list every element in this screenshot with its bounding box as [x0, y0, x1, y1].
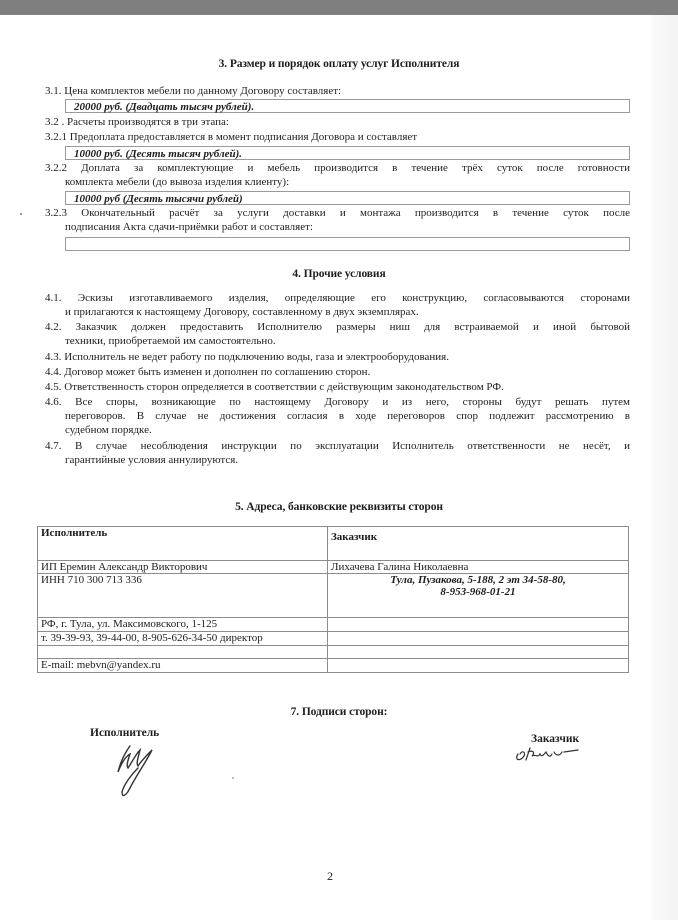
clause-3-2-1: 3.2.1 Предоплата предоставляется в момент подписания Договора и составляет [45, 131, 418, 143]
scan-speck [20, 213, 22, 215]
table-row [38, 561, 629, 574]
customer-signature-icon [512, 742, 582, 766]
executor-signature-label: Исполнитель [90, 727, 160, 739]
clause-3-2-3-line1: 3.2.3 Окончательный расчёт за услуги доставки и монтажа производится в течение суток после [45, 207, 630, 219]
scan-speck [232, 777, 234, 779]
executor-email: E-mail: mebvn@yandex.ru [38, 659, 328, 673]
section-4-title: 4. Прочие условия [292, 268, 386, 280]
clause-4-6-line1: 4.6. Все споры, возникающие по настоящему Договору и из него, стороны будут решать путем [45, 396, 630, 408]
customer-address-line2: 8-953-968-01-21 [440, 586, 516, 598]
clause-4-7-line1: 4.7. В случае несоблюдения инструкции по эксплуатации Исполнитель ответственности не несёт, и [45, 440, 630, 452]
executor-blank [38, 646, 328, 659]
customer-name: Лихачева Галина Николаевна [328, 561, 629, 574]
clause-4-5: 4.5. Ответственность сторон определяется в соответствии с действующим законодательством РФ. [45, 381, 504, 393]
customer-signature-label: Заказчик [531, 733, 580, 745]
table-row [38, 618, 629, 632]
executor-signature-icon [108, 740, 168, 800]
executor-inn: ИНН 710 300 713 336 [38, 574, 328, 618]
requisites-table [37, 526, 629, 673]
clause-3-1: 3.1. Цена комплектов мебели по данному Договору составляет: [45, 85, 342, 97]
clause-4-1-line1: 4.1. Эскизы изготавливаемого изделия, определяющие его конструкцию, согласовываются сторонами [45, 292, 630, 304]
empty-cell [328, 632, 629, 646]
table-row [38, 646, 629, 659]
table-row [38, 574, 629, 618]
viewer-top-bar [0, 0, 678, 15]
empty-cell [328, 618, 629, 632]
clause-3-2-3-line2: подписания Акта сдачи-приёмки работ и составляет: [65, 221, 313, 233]
executor-address: РФ, г. Тула, ул. Максимовского, 1-125 [38, 618, 328, 632]
clause-4-2-line1: 4.2. Заказчик должен предоставить Исполнителю размеры ниш для встраиваемой и иной бытовой [45, 321, 630, 333]
final-payment-value-field [65, 237, 630, 251]
table-row [38, 659, 629, 673]
section-5-title: 5. Адреса, банковские реквизиты сторон [235, 501, 443, 513]
section-7-title: 7. Подписи сторон: [290, 706, 388, 718]
header-executor: Исполнитель [38, 527, 328, 561]
executor-phones: т. 39-39-93, 39-44-00, 8-905-626-34-50 директор [38, 632, 328, 646]
clause-4-7-line2: гарантийные условия аннулируются. [65, 454, 239, 466]
prepayment-value-field: 10000 руб. (Десять тысяч рублей). [65, 146, 630, 160]
section-3-title: 3. Размер и порядок оплату услуг Исполнителя [218, 58, 460, 70]
clause-3-2-2-line2: комплекта мебели (до вывоза изделия клиенту): [65, 176, 290, 188]
clause-3-2-2-line1: 3.2.2 Доплата за комплектующие и мебель производится в течение трёх суток после готовности [45, 162, 630, 174]
surcharge-value-field: 10000 руб (Десять тысячи рублей) [65, 191, 630, 205]
clause-4-1-line2: и прилагаются к настоящему Договору, составленному в двух экземплярах. [65, 306, 419, 318]
empty-cell [328, 646, 629, 659]
table-header-row [38, 527, 629, 561]
page-number: 2 [327, 869, 333, 883]
clause-4-6-line3: судебном порядке. [65, 424, 152, 436]
page-edge-shadow [651, 15, 678, 920]
table-row [38, 632, 629, 646]
empty-cell [328, 659, 629, 673]
executor-name: ИП Еремин Александр Викторович [38, 561, 328, 574]
clause-3-2: 3.2 . Расчеты производятся в три этапа: [45, 116, 229, 128]
clause-4-3: 4.3. Исполнитель не ведет работу по подключению воды, газа и электрооборудования. [45, 351, 449, 363]
customer-address-line1: Тула, Пузакова, 5-188, 2 эт 34-58-80, [390, 574, 566, 586]
clause-4-6-line2: переговоров. В случае не достижения согласия в ходе переговоров спор подлежит рассмотрению в [65, 410, 630, 422]
customer-address [328, 574, 629, 618]
clause-4-4: 4.4. Договор может быть изменен и дополнен по соглашению сторон. [45, 366, 371, 378]
clause-4-2-line2: техники, приобретаемой им самостоятельно. [65, 335, 276, 347]
header-customer: Заказчик [328, 527, 629, 561]
price-value-field: 20000 руб. (Двадцать тысяч рублей). [65, 99, 630, 113]
